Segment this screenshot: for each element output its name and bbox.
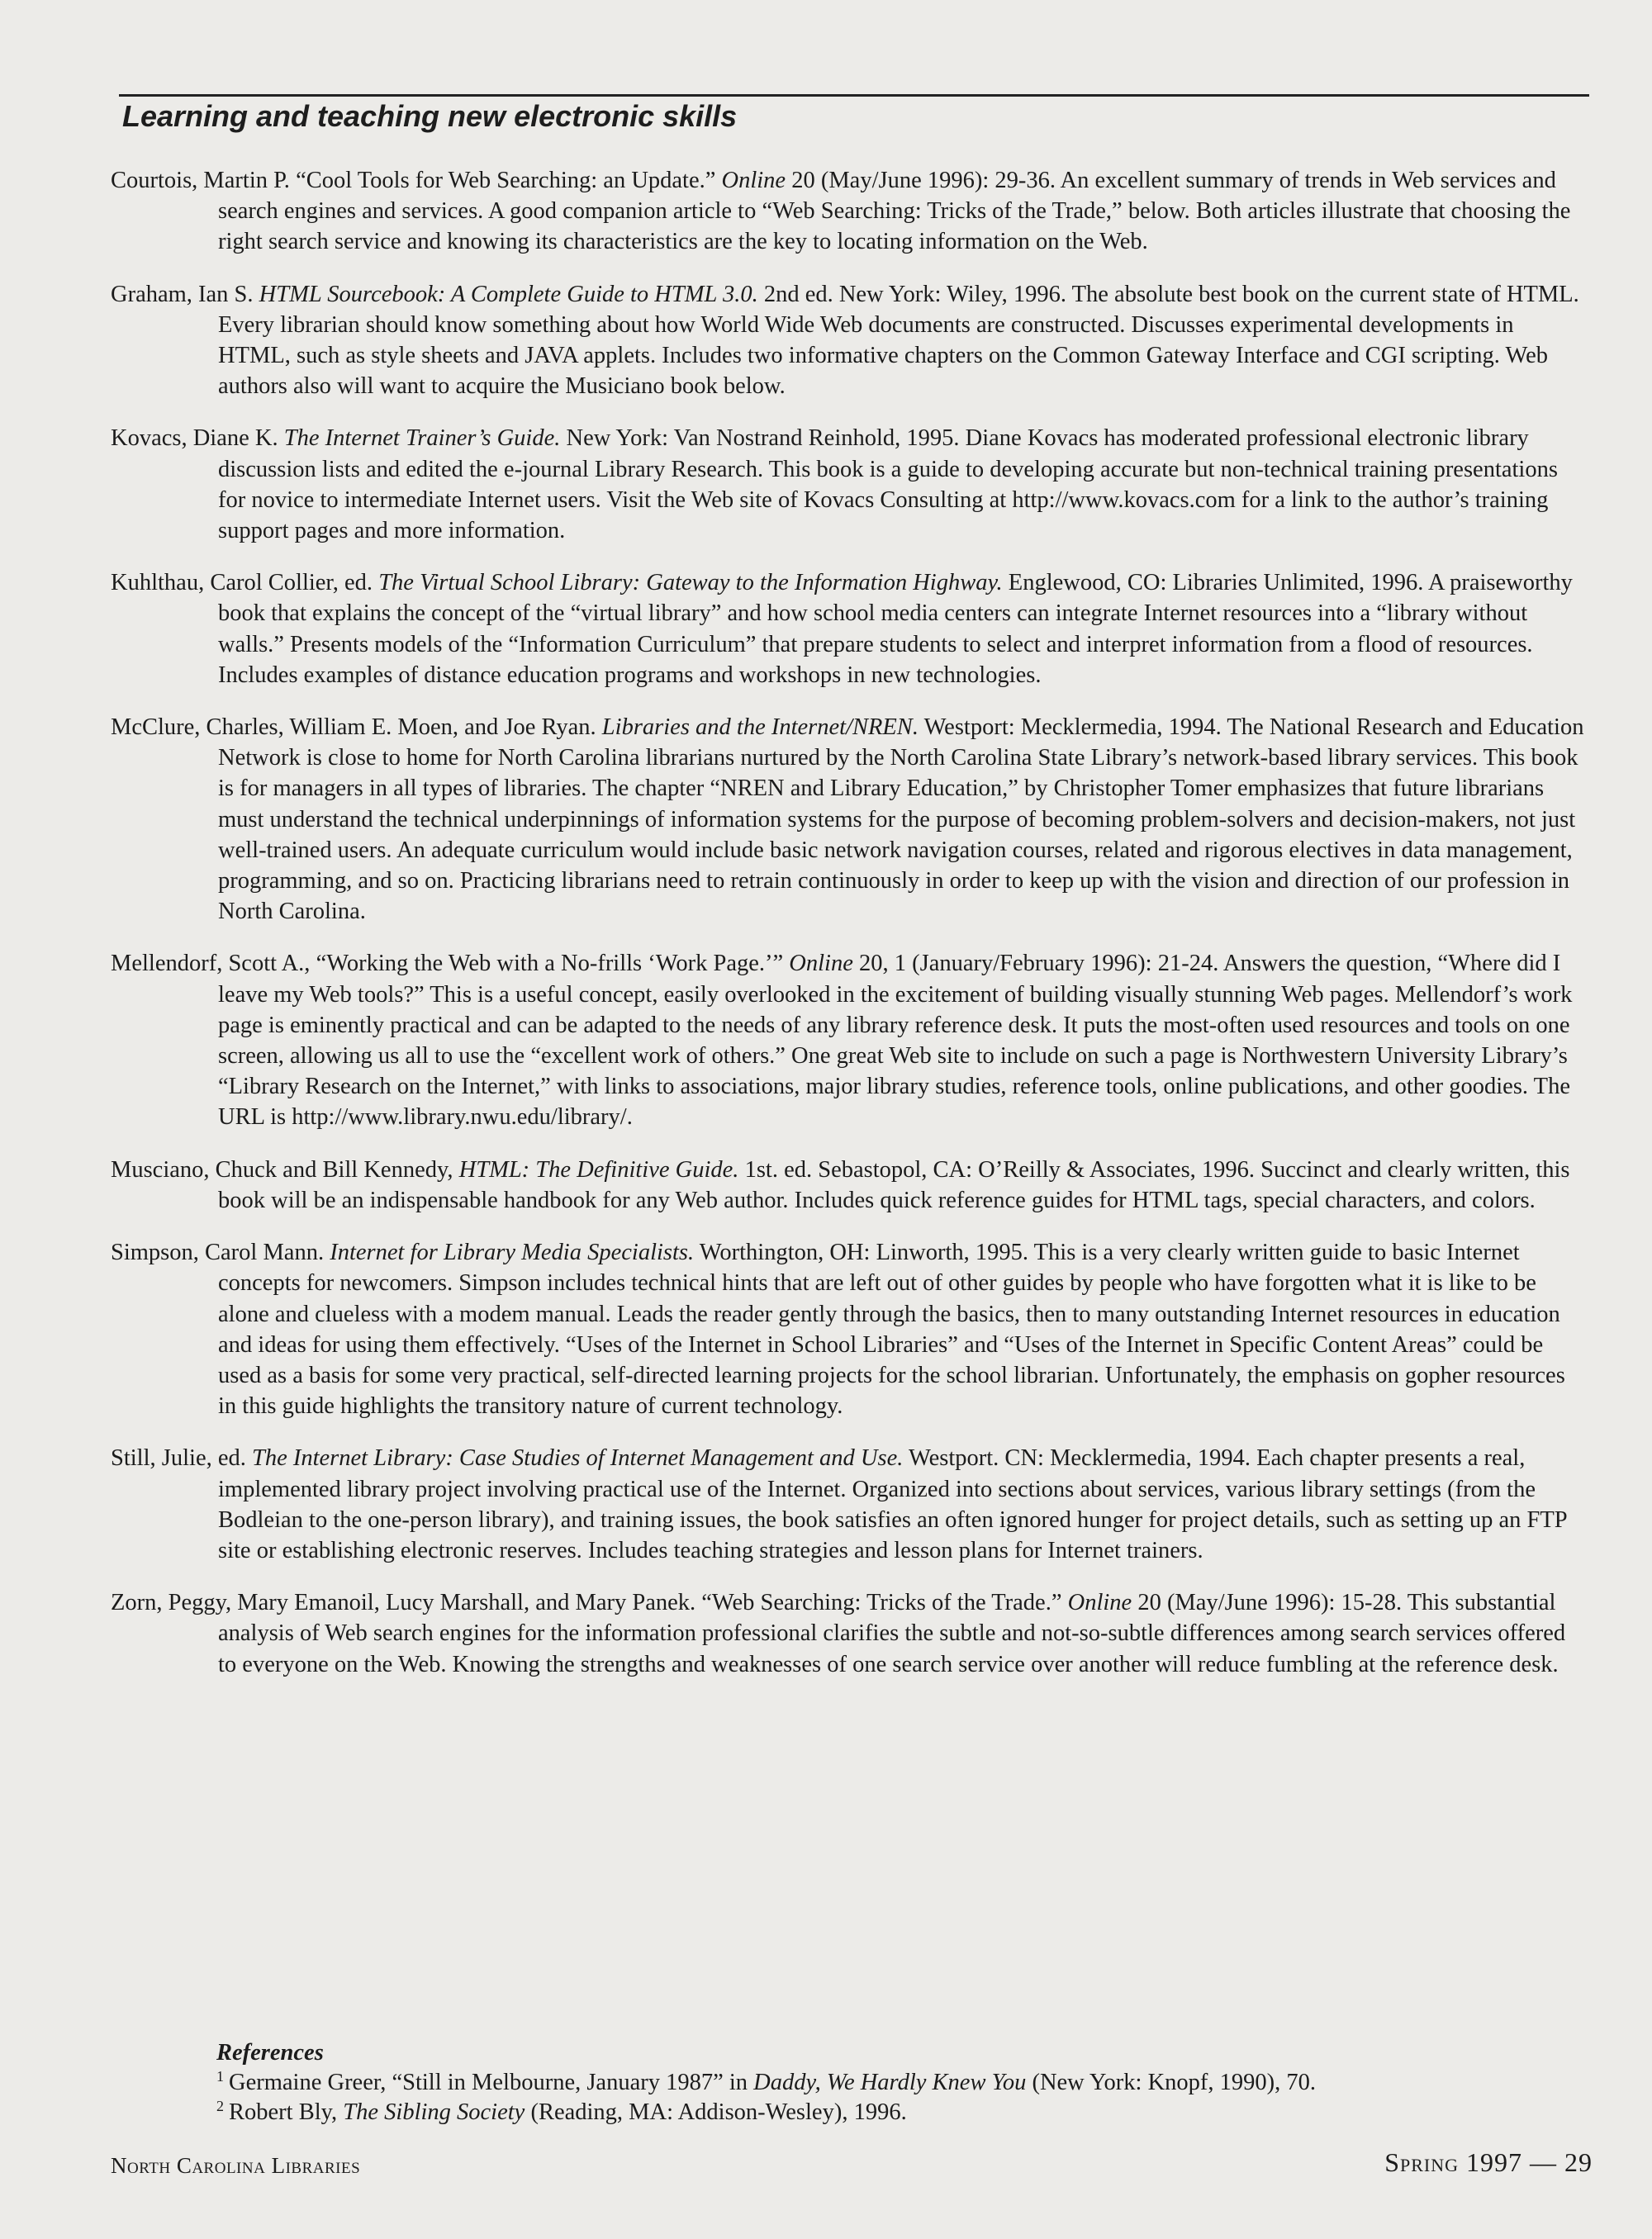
entry-annotation: 20 (May/June 1996): 15-28. This substantial analysis of Web search engines for the information professional clarifies the subtle and not-so-subtle differences among search services offered to everyone on the Web. Knowing the strengths and weaknesses of one search service over another will reduce fumbling at the reference desk.	[218, 1590, 1566, 1677]
bibliography-entry	[111, 567, 1589, 690]
reference-text: Germaine Greer, “Still in Melbourne, January 1987” in	[229, 2070, 754, 2095]
bibliography-entry	[111, 948, 1589, 1132]
entry-title: The Internet Library: Case Studies of Internet Management and Use.	[252, 1445, 904, 1472]
reference-title: The Sibling Society	[343, 2099, 525, 2125]
entry-title: Online	[721, 168, 786, 193]
entry-title: The Virtual School Library: Gateway to the Information Highway.	[378, 570, 1003, 596]
reference-number: 2	[216, 2097, 224, 2114]
entry-title: Libraries and the Internet/NREN.	[601, 714, 919, 741]
reference-title: Daddy, We Hardly Knew You	[753, 2070, 1027, 2095]
reference-item	[216, 2098, 1588, 2128]
entry-annotation: 2nd ed. New York: Wiley, 1996. The absolute best book on the current state of HTML. Every librarian should know something about how World Wide Web documents are constructed. Discusses experimental developments in HTML, such as style sheets and JAVA applets. Includes two informative chapters on the Common Gateway Interface and CGI scripting. Web authors also will want to acquire the Musiciano book below.	[218, 281, 1579, 400]
entry-annotation: Westport. CN: Mecklermedia, 1994. Each chapter presents a real, implemented library project involving practical use of the Internet. Organized into sections about services, various library settings (from the Bodleian to the one-person library), and training issues, the book satisfies an often ignored hunger for project details, such as setting up an FTP site or establishing electronic reserves. Includes teaching strategies and lesson plans for Internet trainers.	[218, 1445, 1567, 1563]
entry-annotation: Englewood, CO: Libraries Unlimited, 1996. A praiseworthy book that explains the concept of the “virtual library” and how school media centers can integrate Internet resources into a “library without walls.” Presents models of the “Information Curriculum” that prepare students to select and interpret information from a flood of resources. Includes examples of distance education programs and workshops in new technologies.	[218, 570, 1573, 688]
bibliography-list	[111, 165, 1589, 1701]
entry-annotation: 20, 1 (January/February 1996): 21-24. Answers the question, “Where did I leave my Web tools?” This is a useful concept, easily overlooked in the excitement of building visually stunning Web pages. Mellendorf’s work page is eminently practical and can be adapted to the needs of any library reference desk. It puts the most-often used resources and tools on one screen, allowing us all to use the “excellent work of others.” One great Web site to include on such a page is Northwestern University Library’s “Library Research on the Internet,” with links to associations, major library studies, reference tools, online publications, and other goodies. The URL is http://www.library.nwu.edu/library/.	[218, 951, 1573, 1131]
entry-author: Kovacs, Diane K.	[111, 425, 284, 452]
entry-title: Online	[789, 951, 853, 977]
entry-title: The Internet Trainer’s Guide.	[283, 425, 561, 452]
entry-author: McClure, Charles, William E. Moen, and Joe Ryan.	[111, 714, 602, 741]
entry-annotation: 1st. ed. Sebastopol, CA: O’Reilly & Associates, 1996. Succinct and clearly written, this book will be an indispensable handbook for any Web author. Includes quick reference guides for HTML tags, special characters, and colors.	[218, 1156, 1570, 1213]
entry-title: HTML: The Definitive Guide.	[458, 1156, 739, 1183]
bibliography-entry	[111, 423, 1589, 546]
references-heading: References	[216, 2040, 324, 2066]
entry-author: Still, Julie, ed.	[111, 1445, 252, 1472]
reference-text: (Reading, MA: Addison-Wesley), 1996.	[525, 2099, 907, 2125]
entry-author: Graham, Ian S.	[111, 281, 259, 307]
bibliography-entry	[111, 1587, 1589, 1680]
top-rule	[119, 94, 1589, 97]
bibliography-entry	[111, 1237, 1589, 1421]
entry-author: Simpson, Carol Mann.	[111, 1240, 330, 1266]
entry-article-title: “Working the Web with a No-frills ‘Work Page.’”	[316, 951, 790, 977]
footer-journal-name: North Carolina Libraries	[111, 2153, 361, 2178]
entry-title: Internet for Library Media Specialists.	[330, 1240, 695, 1266]
entry-annotation: Worthington, OH: Linworth, 1995. This is a very clearly written guide to basic Internet concepts for newcomers. Simpson includes technical hints that are left out of other guides by people who have forgotten what it is like to be alone and clueless with a modem manual. Leads the reader gently through the basics, then to many outstanding Internet resources in education and ideas for using them effectively. “Uses of the Internet in School Libraries” and “Uses of the Internet in Specific Content Areas” could be used as a basis for some very practical, self-directed learning projects for the school librarian. Unfortunately, the emphasis on gopher resources in this guide highlights the transitory nature of current technology.	[218, 1240, 1565, 1420]
entry-annotation: New York: Van Nostrand Reinhold, 1995. Diane Kovacs has moderated professional electronic library discussion lists and edited the e-journal Library Research. This book is a guide to developing accurate but non-technical training presentations for novice to intermediate Internet users. Visit the Web site of Kovacs Consulting at http://www.kovacs.com for a link to the author’s training support pages and more information.	[218, 425, 1558, 544]
entry-annotation: 20 (May/June 1996): 29-36. An excellent summary of trends in Web services and search engines and services. A good companion article to “Web Searching: Tricks of the Trade,” below. Both articles illustrate that choosing the right search service and knowing its characteristics are the key to locating information on the Web.	[218, 168, 1571, 255]
entry-title: Online	[1067, 1590, 1132, 1616]
references-section	[216, 2038, 1588, 2128]
bibliography-entry	[111, 165, 1589, 258]
bibliography-entry	[111, 712, 1589, 927]
entry-author: Courtois, Martin P.	[111, 168, 297, 193]
entry-author: Musciano, Chuck and Bill Kennedy,	[111, 1156, 459, 1183]
bibliography-entry	[111, 1443, 1589, 1566]
reference-text: (New York: Knopf, 1990), 70.	[1026, 2070, 1317, 2095]
bibliography-entry	[111, 1155, 1589, 1216]
entry-annotation: Westport: Mecklermedia, 1994. The National Research and Education Network is close to home for North Carolina librarians nurtured by the North Carolina State Library’s network-based library services. This book is for managers in all types of libraries. The chapter “NREN and Library Education,” by Christopher Tomer emphasizes that future librarians must understand the technical underpinnings of information systems for the purpose of becoming problem-solvers and decision-makers, not just well-trained users. An adequate curriculum would include basic network navigation courses, related and rigorous electives in data management, programming, and so on. Practicing librarians need to retrain continuously in order to keep up with the vision and direction of our profession in North Carolina.	[218, 714, 1584, 925]
bibliography-entry	[111, 279, 1589, 402]
entry-author: Kuhlthau, Carol Collier, ed.	[111, 570, 379, 596]
entry-author: Zorn, Peggy, Mary Emanoil, Lucy Marshall, and Mary Panek.	[111, 1590, 702, 1616]
entry-article-title: “Web Searching: Tricks of the Trade.”	[701, 1590, 1068, 1616]
entry-author: Mellendorf, Scott A.,	[111, 951, 316, 977]
reference-number: 1	[216, 2067, 224, 2085]
footer-page-number: Spring 1997 — 29	[1384, 2147, 1593, 2177]
reference-item	[216, 2068, 1588, 2098]
reference-text: Robert Bly,	[229, 2099, 344, 2125]
entry-title: HTML Sourcebook: A Complete Guide to HTML 3.0.	[259, 281, 758, 307]
entry-article-title: “Cool Tools for Web Searching: an Update.”	[296, 168, 722, 193]
section-title: Learning and teaching new electronic skills	[122, 99, 738, 133]
